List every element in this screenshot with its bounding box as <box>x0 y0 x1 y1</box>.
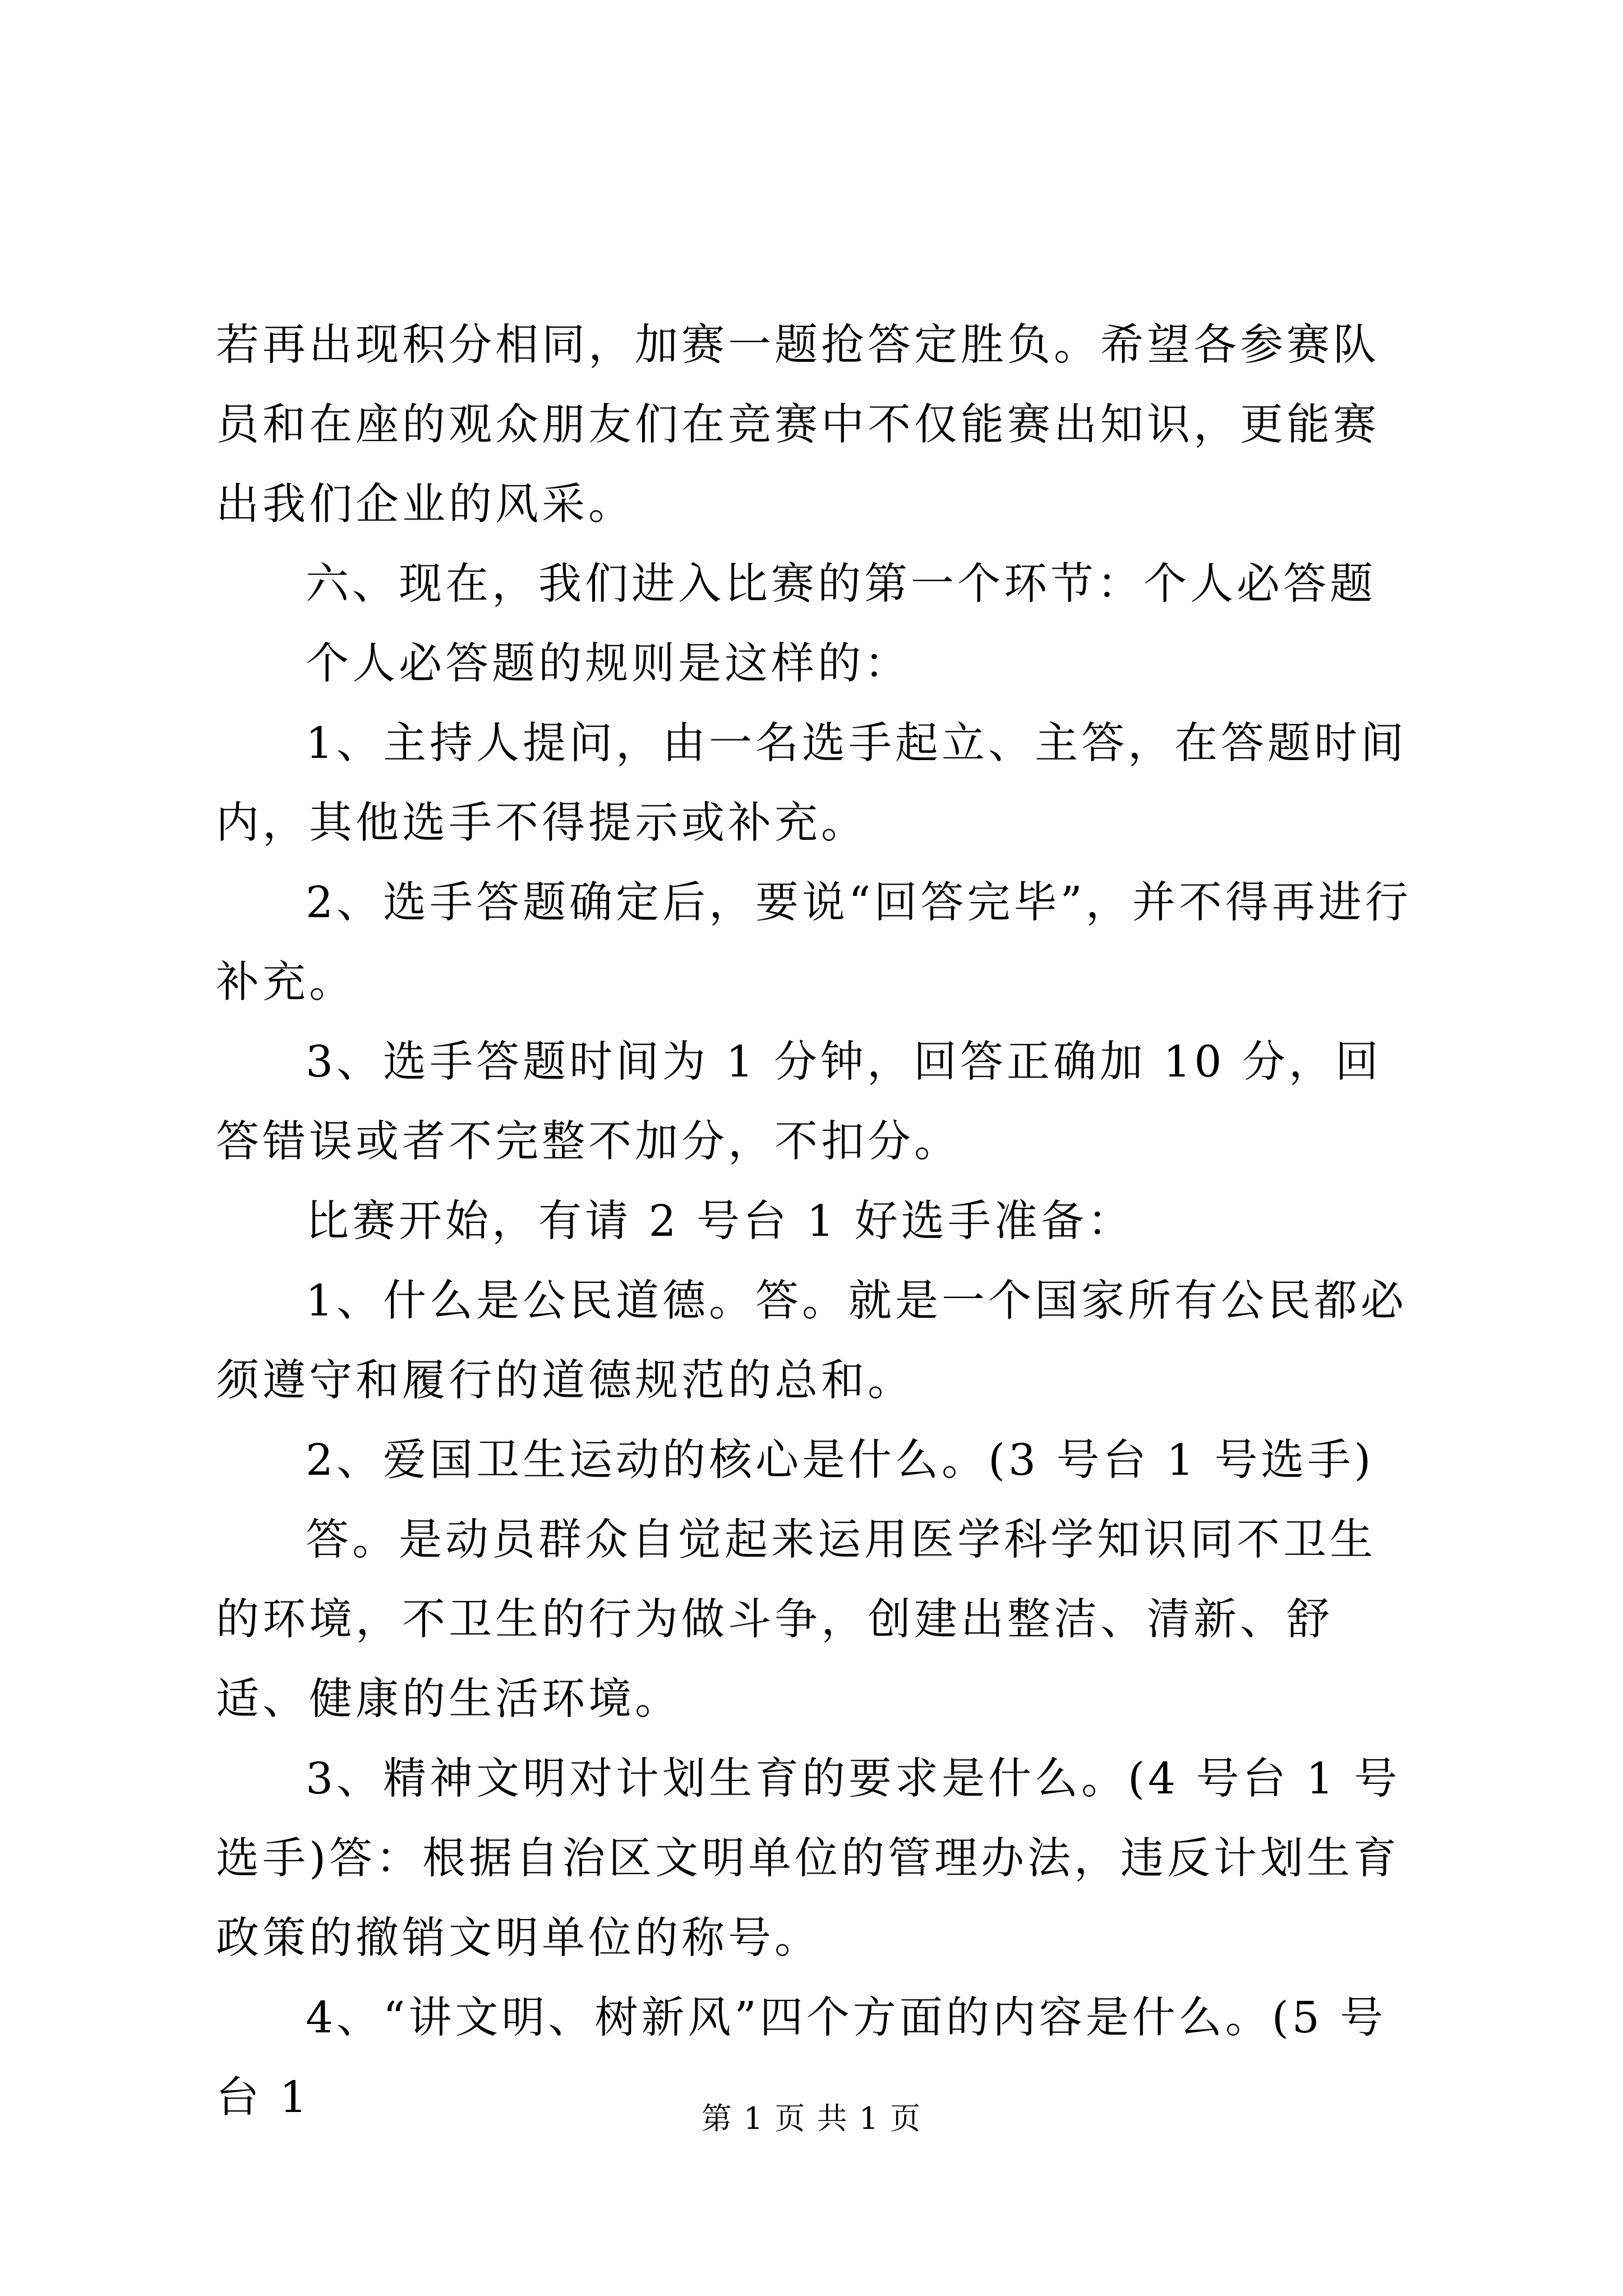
paragraph-10: 答。是动员群众自觉起来运用医学科学知识同不卫生的环境，不卫生的行为做斗争，创建出整洁、清新、舒适、健康的生活环境。 <box>216 1515 1376 1724</box>
paragraph-2: 六、现在，我们进入比赛的第一个环节：个人必答题 <box>306 559 1376 609</box>
paragraph-3: 个人必答题的规则是这样的： <box>306 639 911 689</box>
paragraph-7: 比赛开始，有请 2 号台 1 好选手准备： <box>306 1197 1134 1246</box>
paragraph-12: 4、“讲文明、树新风”四个方面的内容是什么。(5 号台 1 <box>216 1993 1387 2123</box>
paragraph-1: 若再出现积分相同，加赛一题抢答定胜负。希望各参赛队员和在座的观众朋友们在竞赛中不仅能赛出知识，更能赛出我们企业的风采。 <box>216 320 1380 530</box>
paragraph-5: 2、选手答题确定后，要说“回答完毕”，并不得再进行补充。 <box>216 878 1412 1007</box>
paragraph-9: 2、爱国卫生运动的核心是什么。(3 号台 1 号选手) <box>306 1435 1375 1485</box>
document-body <box>216 306 1416 2138</box>
paragraph-4: 1、主持人提问，由一名选手起立、主答，在答题时间内，其他选手不得提示或补充。 <box>216 719 1407 848</box>
paragraph-11: 3、精神文明对计划生育的要求是什么。(4 号台 1 号选手)答：根据自治区文明单位的管理办法，违反计划生育政策的撤销文明单位的称号。 <box>216 1754 1401 1963</box>
paragraph-6: 3、选手答题时间为 1 分钟，回答正确加 10 分，回答错误或者不完整不加分，不扣分。 <box>216 1037 1382 1167</box>
paragraph-8: 1、什么是公民道德。答。就是一个国家所有公民都必须遵守和履行的道德规范的总和。 <box>216 1276 1407 1406</box>
page-footer: 第 1 页 共 1 页 <box>701 2101 922 2136</box>
